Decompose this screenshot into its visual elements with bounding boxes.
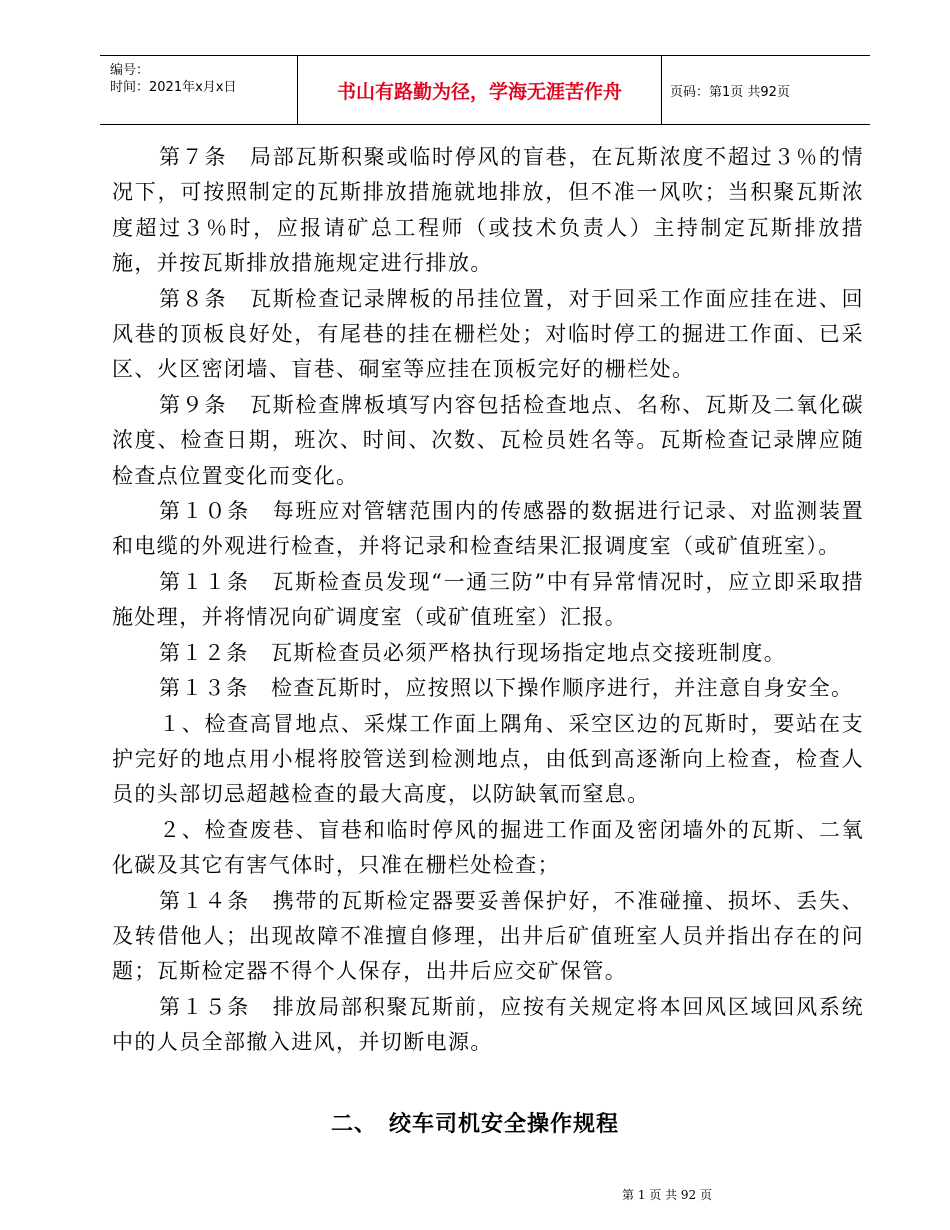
article-14: 第１４条 携带的瓦斯检定器要妥善保护好，不准碰撞、损坏、丢失、及转借他人；出现故障不准擅自修理，出井后矿值班室人员并指出存在的问题；瓦斯检定器不得个人保存，出井后应交矿保管。 [112,888,864,984]
article-10: 第１０条 每班应对管辖范围内的传感器的数据进行记录、对监测装置和电缆的外观进行检查，并将记录和检查结果汇报调度室（或矿值班室）。 [112,499,864,559]
header-page-info: 页码：第1页 共92页 [670,84,790,100]
article-9: 第９条 瓦斯检查牌板填写内容包括检查地点、名称、瓦斯及二氧化碳浓度、检查日期，班次、时间、次数、瓦检员姓名等。瓦斯检查记录牌应随检查点位置变化而变化。 [112,392,864,488]
article-13: 第１３条 检查瓦斯时，应按照以下操作顺序进行，并注意自身安全。 [159,676,854,701]
header-motto: 书山有路勤为径，学海无涯苦作舟 [298,56,662,124]
section-title: 二、 绞车司机安全操作规程 [330,1112,619,1137]
article-7: 第７条 局部瓦斯积聚或临时停风的盲巷，在瓦斯浓度不超过３％的情况下，可按照制定的瓦斯排放措施就地排放，但不准一风吹；当积聚瓦斯浓度超过３％时，应报请矿总工程师（或技术负责人）主持制定瓦斯排放措施，并按瓦斯排放措施规定进行排放。 [112,145,864,276]
document-time-label: 时间：2021年x月x日 [110,80,237,95]
article-8: 第８条 瓦斯检查记录牌板的吊挂位置，对于回采工作面应挂在进、回风巷的顶板良好处，有尾巷的挂在栅栏处；对临时停工的掘进工作面、已采区、火区密闭墙、盲巷、硐室等应挂在顶板完好的栅栏处。 [112,286,864,382]
document-header [100,55,870,125]
header-meta [100,56,298,124]
article-12: 第１２条 瓦斯检查员必须严格执行现场指定地点交接班制度。 [159,640,787,665]
article-13-item-1: １、检查高冒地点、采煤工作面上隅角、采空区边的瓦斯时，要站在支护完好的地点用小棍将胶管送到检测地点，由低到高逐渐向上检查，检查人员的头部切忌超越检查的最大高度，以防缺氧而窒息。 [112,711,864,807]
article-15: 第１５条 排放局部积聚瓦斯前，应按有关规定将本回风区域回风系统中的人员全部撤入进风，并切断电源。 [112,994,864,1055]
document-body [112,140,864,1061]
article-13-item-2: ２、检查废巷、盲巷和临时停风的掘进工作面及密闭墙外的瓦斯、二氧化碳及其它有害气体时，只准在栅栏处检查； [112,817,864,878]
article-11: 第１１条 瓦斯检查员发现“一通三防”中有异常情况时，应立即采取措施处理，并将情况向矿调度室（或矿值班室）汇报。 [112,569,864,630]
document-number-label: 编号： [110,63,150,78]
page-footer: 第 1 页 共 92 页 [622,1188,712,1202]
